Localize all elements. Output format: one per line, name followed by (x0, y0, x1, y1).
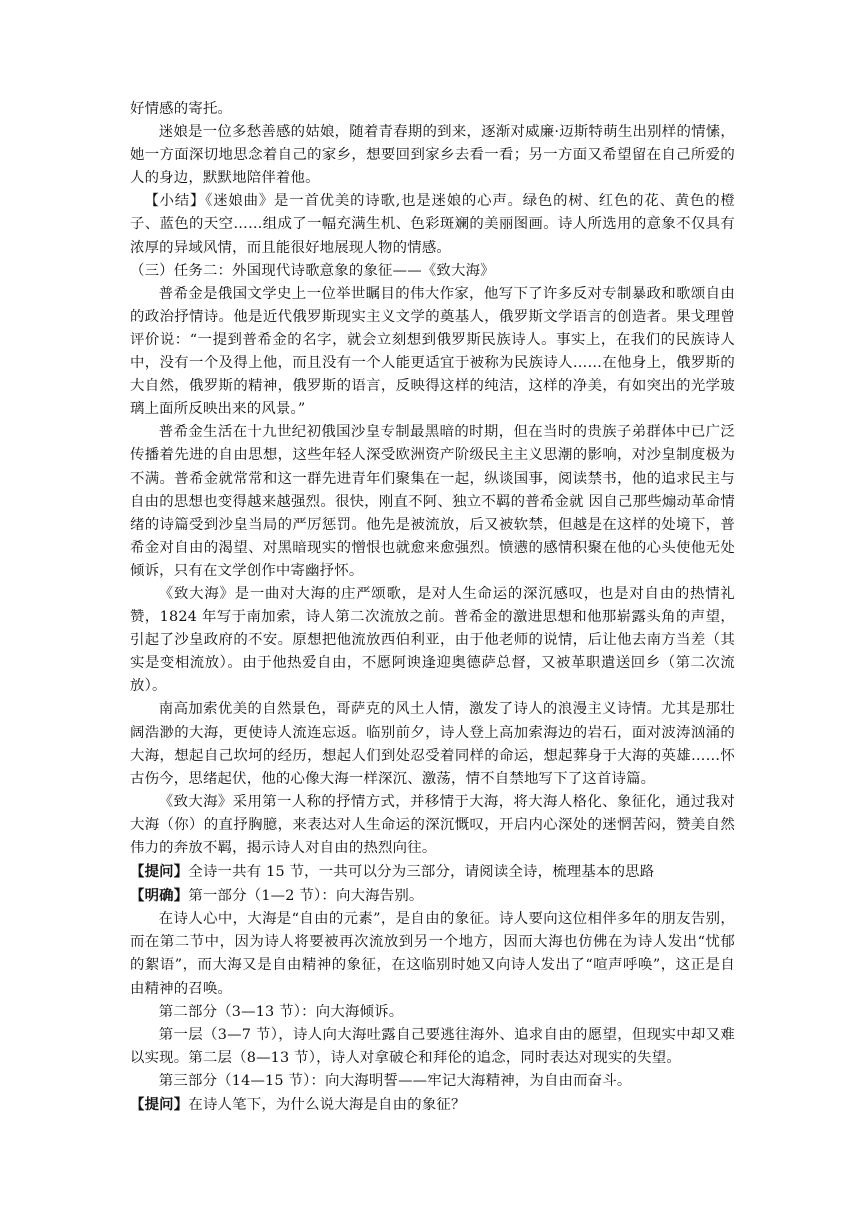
paragraph-12 (130, 908, 735, 1000)
heading-text: （三）任务二：外国现代诗歌意象的象征——《致大海》 (130, 262, 495, 279)
paragraph-5 (130, 283, 735, 422)
paragraph-text: 第二部分（3—13 节）：向大海倾诉。 (158, 1003, 404, 1020)
paragraph-text: 《致大海》是一曲对大海的庄严颂歌，是对人生命运的深沉感叹，也是对自由的热情礼赞，1824 年写于南加索，诗人第二次流放之前。普希金的激进思想和他那崭露头角的声望，引起了沙皇政府的不安。原想把他流放西伯利亚，由于他老师的说情，后让他去南方当差（其实是变相流放）。由于他热爱自由，不愿阿谀逢迎奥德萨总督，又被革职遣送回乡（第二次流放）。 (130, 585, 735, 695)
paragraph-text: 普希金生活在十九世纪初俄国沙皇专制最黑暗的时期，但在当时的贵族子弟群体中已广泛传播着先进的自由思想，这些年轻人深受欧洲资产阶级民主主义思潮的影响，对沙皇制度极为不满。普希金就常常和这一群先进青年们聚集在一起，纵谈国事，阅读禁书，他的追求民主与自由的思想也变得越来越强烈。很快，刚直不阿、独立不羁的普希金就 因自己那些煽动革命情绪的诗篇受到沙皇当局的严厉惩罚。他先是被流放，后又被软禁，但越是在这样的处境下，普希金对自由的渴望、对黑暗现实的憎恨也就愈来愈强烈。愤懑的感情积聚在他的心头使他无处倾诉，只有在文学创作中寄幽抒怀。 (130, 424, 735, 579)
paragraph-text: 普希金是俄国文学史上一位举世瞩目的伟大作家，他写下了许多反对专制暴政和歌颂自由的政治抒情诗。他是近代俄罗斯现实主义文学的奠基人，俄罗斯文学语言的创造者。果戈理曾评价说：“一提到普希金的名字，就会立刻想到俄罗斯民族诗人。事实上，在我们的民族诗人中，没有一个及得上他，而且没有一个人能更适宜于被称为民族诗人……在他身上，俄罗斯的大自然，俄罗斯的精神，俄罗斯的语言，反映得这样的纯洁，这样的净美，有如突出的光学玻璃上面所反映出来的风景。” (130, 285, 735, 418)
paragraph-7 (130, 583, 735, 698)
paragraph-2 (130, 121, 735, 190)
paragraph-text: 第一层（3—7 节），诗人向大海吐露自己要逃往海外、追求自由的愿望，但现实中却又难以实现。第二层（8—13 节），诗人对拿破仑和拜伦的追念，同时表达对现实的失望。 (130, 1026, 735, 1066)
paragraph-text: 在诗人心中，大海是“自由的元素”，是自由的象征。诗人要向这位相伴多年的朋友告别，而在第二节中，因为诗人将要被再次流放到另一个地方，因而大海也仿佛在为诗人发出“忧郁的絮语”，而大海又是自由精神的象征，在这临别时她又向诗人发出了“喧声呼唤”，这正是自由精神的召唤。 (130, 911, 735, 997)
paragraph-1 (130, 98, 735, 121)
question-paragraph-2 (130, 1093, 735, 1117)
summary-label: 【小结】 (144, 193, 206, 210)
answer-paragraph (130, 884, 735, 908)
question-paragraph (130, 860, 735, 884)
paragraph-text: 好情感的寄托。 (130, 101, 233, 117)
paragraph-9 (130, 791, 735, 860)
section-heading (130, 260, 735, 283)
paragraph-8 (130, 698, 735, 790)
paragraph-14 (130, 1024, 735, 1070)
paragraph-text: 第三部分（14—15 节）：向大海明誓——牢记大海精神，为自由而奋斗。 (158, 1072, 632, 1089)
summary-paragraph (130, 190, 735, 259)
paragraph-13 (130, 1001, 735, 1024)
paragraph-text: 《迷娘曲》是一首优美的诗歌,也是迷娘的心声。绿色的树、红色的花、黄色的橙子、蓝色的天空……组成了一幅充满生机、色彩斑斓的美丽图画。诗人所选用的意象不仅具有浓厚的异域风情，而且能很好地展现人物的情感。 (130, 193, 735, 256)
document-page (130, 98, 735, 1117)
answer-label: 【明确】 (130, 887, 189, 905)
paragraph-6 (130, 421, 735, 583)
paragraph-text: 在诗人笔下，为什么说大海是自由的象征？ (188, 1097, 466, 1114)
paragraph-text: 第一部分（1—2 节）：向大海告别。 (188, 888, 424, 905)
paragraph-text: 南高加索优美的自然景色，哥萨克的风土人情，激发了诗人的浪漫主义诗情。尤其是那壮阔浩渺的大海，更使诗人流连忘返。临别前夕，诗人登上高加索海边的岩石，面对波涛汹涌的大海，想起自己坎坷的经历，想起人们到处忍受着同样的命运，想起葬身于大海的英雄……怀古伤今，思绪起伏，他的心像大海一样深沉、激荡，情不自禁地写下了这首诗篇。 (130, 701, 735, 787)
question-label: 【提问】 (130, 1096, 189, 1114)
paragraph-text: 《致大海》采用第一人称的抒情方式，并移情于大海，将大海人格化、象征化，通过我对大海（你）的直抒胸臆，来表达对人生命运的深沉慨叹，开启内心深处的迷惘苦闷，赞美自然伟力的奔放不羁，揭示诗人对自由的热烈向往。 (130, 793, 735, 856)
paragraph-15 (130, 1070, 735, 1093)
question-label: 【提问】 (130, 863, 189, 881)
paragraph-text: 迷娘是一位多愁善感的姑娘，随着青春期的到来，逐渐对威廉·迈斯特萌生出别样的情愫，她一方面深切地思念着自己的家乡，想要回到家乡去看一看；另一方面又希望留在自己所爱的人的身边，默默地陪伴着他。 (130, 124, 735, 187)
paragraph-text: 全诗一共有 15 节，一共可以分为三部分，请阅读全诗，梳理基本的思路 (188, 864, 655, 881)
